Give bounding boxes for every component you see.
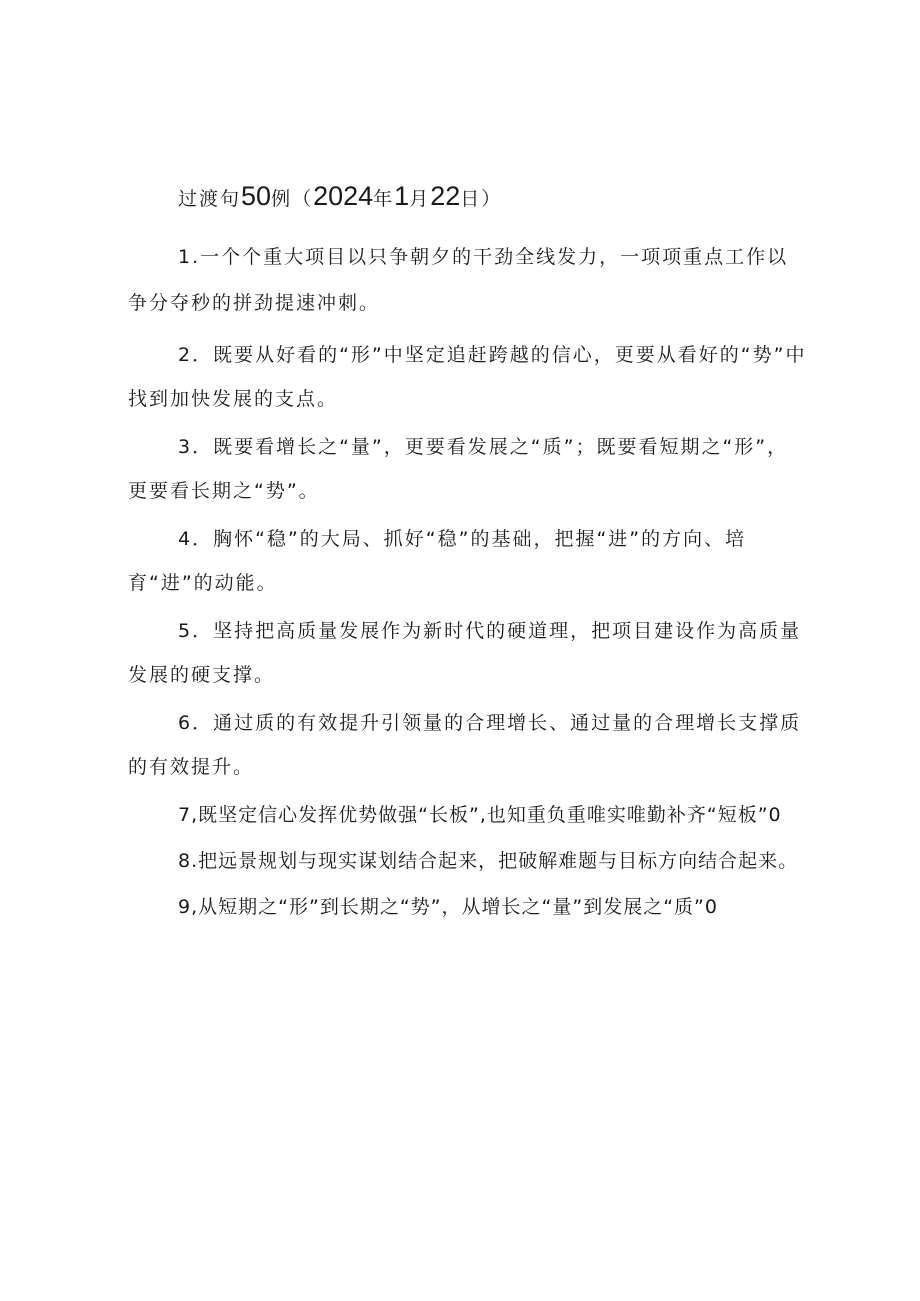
paragraph-5: 5．坚持把高质量发展作为新时代的硬道理，把项目建设作为高质量发展的硬支撑。 xyxy=(128,620,802,686)
paragraph-6: 6．通过质的有效提升引领量的合理增长、通过量的合理增长支撑质的有效提升。 xyxy=(128,712,802,778)
title-day: 22 xyxy=(430,181,461,211)
title-month-unit: 月 xyxy=(409,188,431,210)
paragraph-3: 3．既要看增长之“量”，更要看发展之“质”；既要看短期之“形”，更要看长期之“势”。 xyxy=(128,436,789,502)
title-year: 2024 xyxy=(313,181,374,211)
title-count: 50 xyxy=(241,181,272,211)
paragraph-7: 7,既坚定信心发挥优势做强“长板”,也知重负重唯实唯勤补齐“短板”0 xyxy=(178,804,782,826)
title-prefix: 过渡句 xyxy=(178,188,242,210)
title-day-unit: 日） xyxy=(460,188,503,210)
title-month: 1 xyxy=(394,181,410,211)
paragraph-2: 2．既要从好看的“形”中坚定追赶跨越的信心，更要从看好的“势”中找到加快发展的支点。 xyxy=(128,344,807,410)
paragraph-4: 4．胸怀“稳”的大局、抓好“稳”的基础，把握“进”的方向、培育“进”的动能。 xyxy=(128,528,747,594)
title-middle: 例（ xyxy=(271,188,314,210)
paragraph-1: 1.一个个重大项目以只争朝夕的干劲全线发力，一项项重点工作以争分夺秒的拼劲提速冲刺。 xyxy=(128,246,789,314)
document-title xyxy=(178,178,502,217)
title-year-unit: 年 xyxy=(373,188,395,210)
paragraph-9: 9,从短期之“形”到长期之“势”，从增长之“量”到发展之“质”0 xyxy=(178,896,718,918)
paragraph-8: 8.把远景规划与现实谋划结合起来，把破解难题与目标方向结合起来。 xyxy=(178,850,799,872)
